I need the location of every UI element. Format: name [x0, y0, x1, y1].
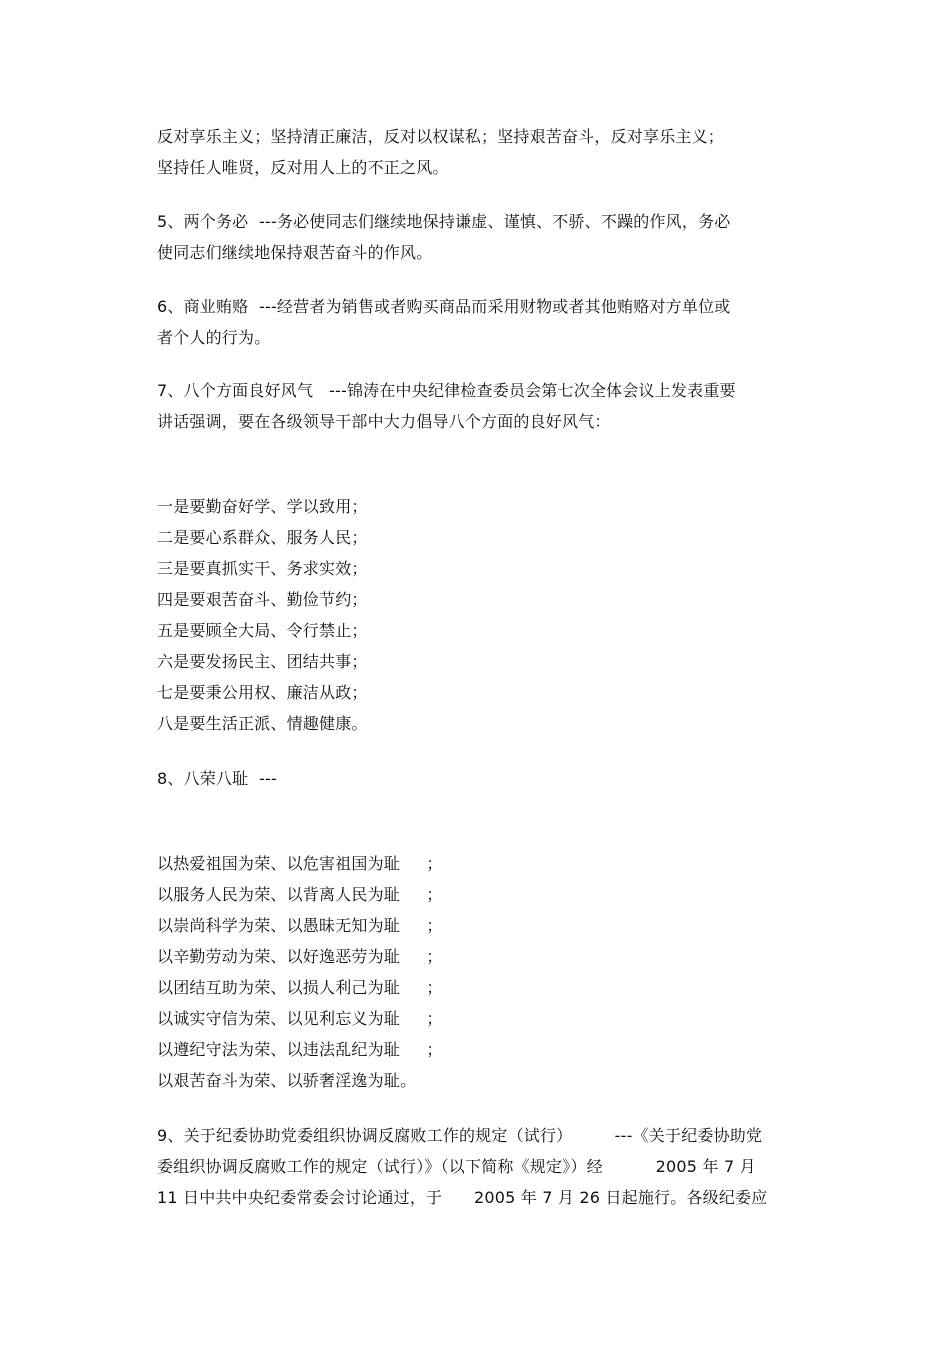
list-item: 以遵纪守法为荣、以违法乱纪为耻 ；: [157, 1040, 443, 1059]
paragraph-line: 讲话强调，要在各级领导干部中大力倡导八个方面的良好风气：: [157, 412, 611, 431]
list-item: 二是要心系群众、服务人民；: [157, 528, 368, 547]
item-5-heading-line: 5、两个务必 ---务必使同志们继续地保持谦虚、谨慎、不骄、不躁的作风，务必: [157, 212, 731, 231]
paragraph-line: 者个人的行为。: [157, 328, 271, 347]
item-7-heading-line: 7、八个方面良好风气 ---锦涛在中央纪律检查委员会第七次全体会议上发表重要: [157, 381, 736, 400]
item-6-heading-line: 6、商业贿赂 ---经营者为销售或者购买商品而采用财物或者其他贿赂对方单位或: [157, 297, 731, 316]
paragraph-line: 使同志们继续地保持艰苦奋斗的作风。: [157, 243, 433, 262]
list-item: 以服务人民为荣、以背离人民为耻 ；: [157, 885, 443, 904]
item-9-heading-line: 9、关于纪委协助党委组织协调反腐败工作的规定（试行） ---《关于纪委协助党: [157, 1126, 763, 1145]
item-8-heading-line: 8、八荣八耻 ---: [157, 769, 277, 788]
list-item: 一是要勤奋好学、学以致用；: [157, 497, 368, 516]
paragraph-line: 坚持任人唯贤，反对用人上的不正之风。: [157, 158, 449, 177]
list-item: 以艰苦奋斗为荣、以骄奢淫逸为耻。: [157, 1071, 417, 1090]
list-item: 五是要顾全大局、令行禁止；: [157, 621, 368, 640]
list-item: 以辛勤劳动为荣、以好逸恶劳为耻 ；: [157, 947, 443, 966]
list-item: 以团结互助为荣、以损人利己为耻 ；: [157, 978, 443, 997]
paragraph-line: 11 日中共中央纪委常委会讨论通过，于 2005 年 7 月 26 日起施行。各级纪委应: [157, 1188, 768, 1207]
list-item: 三是要真抓实干、务求实效；: [157, 559, 368, 578]
list-item: 八是要生活正派、情趣健康。: [157, 714, 368, 733]
list-item: 六是要发扬民主、团结共事；: [157, 652, 368, 671]
list-item: 以热爱祖国为荣、以危害祖国为耻 ；: [157, 854, 443, 873]
list-item: 七是要秉公用权、廉洁从政；: [157, 683, 368, 702]
list-item: 四是要艰苦奋斗、勤俭节约；: [157, 590, 368, 609]
paragraph-line: 反对享乐主义；坚持清正廉洁，反对以权谋私；坚持艰苦奋斗，反对享乐主义；: [157, 127, 725, 146]
list-item: 以诚实守信为荣、以见利忘义为耻 ；: [157, 1009, 443, 1028]
paragraph-line: 委组织协调反腐败工作的规定（试行）》（以下简称《规定》）经 2005 年 7 月: [157, 1157, 756, 1176]
list-item: 以崇尚科学为荣、以愚昧无知为耻 ；: [157, 916, 443, 935]
